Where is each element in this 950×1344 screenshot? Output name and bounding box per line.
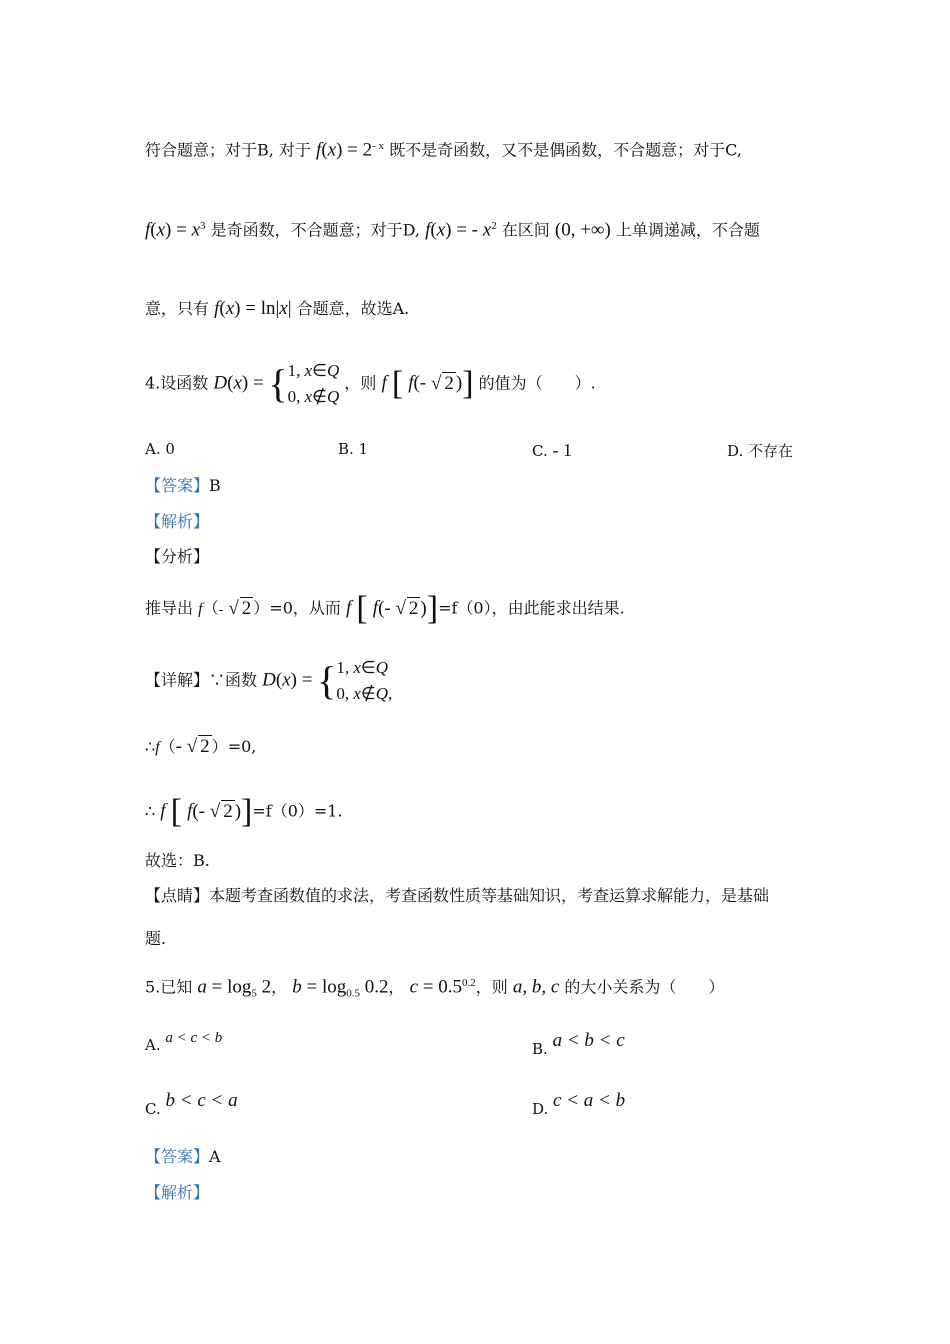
dianjing — [145, 885, 805, 907]
math-f-ln-abs-x: f — [214, 298, 220, 319]
text: =f（0）=1. — [252, 801, 343, 821]
conclusion: 故选：B. — [145, 851, 210, 870]
text: 上单调递减，不合题 — [615, 220, 760, 240]
question-number: 4.设函数 — [145, 373, 209, 393]
xiangjie: 【详解】∵函数 D(x) = {1, x∈Q 0, x∉Q, — [145, 658, 393, 703]
answer-value: B — [209, 476, 221, 495]
therefore-symbol: ∴ — [145, 801, 156, 821]
text: 推导出 — [145, 598, 194, 618]
q4-option-c: C. - 1 — [532, 440, 572, 460]
math-interval: (0, +∞) — [554, 219, 611, 241]
text: 的值为（ ）. — [478, 373, 596, 393]
q4-option-b: B. 1 — [338, 440, 369, 458]
q5-option-a: A. a < c < b — [145, 1030, 223, 1054]
text: 合题意，故选A. — [296, 299, 410, 318]
math-D-x: D — [213, 372, 228, 394]
dianjing-tag: 【点睛】 — [145, 886, 210, 905]
q5-option-c: C. b < c < a — [145, 1090, 238, 1118]
q5-jiexi — [145, 1182, 805, 1204]
text-line-2: $f(x) = x^3$ 是奇函数，不合题意；对于D, f(x) = - $x^2$ 在区间 (0, +∞) 上单调递减，不合题 — [145, 219, 760, 241]
text: =f（0），由此能求出结果. — [438, 598, 625, 618]
q5-option-d: D. c < a < b — [532, 1090, 626, 1118]
therefore-symbol: ∴ — [145, 737, 156, 756]
text: 符合题意；对于B, 对于 — [145, 140, 311, 160]
analysis-tag: 【解析】 — [145, 1183, 210, 1202]
q4-fenxi — [145, 546, 805, 568]
text: 的大小关系为（ ） — [564, 977, 725, 997]
q4-option-d: D. 不存在 — [727, 442, 794, 460]
fenxi-tag: 【分析】 — [145, 547, 210, 566]
text: 是奇函数，不合题意；对于D, — [210, 220, 420, 240]
text: =0, — [227, 737, 257, 756]
math-cases: 1, x∈Q 0, x∉Q — [287, 361, 340, 406]
text: 本题考查函数值的求法，考查函数性质等基础知识，考查运算求解能力，是基础 — [209, 886, 770, 905]
q5-answer — [145, 1146, 805, 1168]
therefore-1: ∴f（- √ 2 ）=0, — [145, 736, 257, 757]
text: 意，只有 — [145, 299, 210, 318]
q4-jiexi — [145, 511, 805, 533]
therefore-2: ∴ f [ f(- √ 2 )]=f（0）=1. — [145, 793, 343, 830]
question-number: 5.已知 — [145, 977, 193, 997]
q5-option-b: B. a < b < c — [532, 1030, 625, 1058]
q4-option-a: A. 0 — [145, 440, 175, 458]
fenxi-content: 推导出 f（- √ 2 ）=0，从而 f [ f(- √ 2 )]=f（0），由此能求出结果. — [145, 590, 625, 627]
text: 在区间 — [501, 220, 550, 240]
dianjing-2: 题. — [145, 929, 167, 948]
answer-tag: 【答案】 — [145, 1147, 210, 1166]
q4-answer — [145, 475, 805, 497]
analysis-tag: 【解析】 — [145, 512, 210, 531]
text-line-3: 意，只有 f(x) = ln|x| 合题意，故选A. — [145, 298, 410, 319]
detail-tag: 【详解】 — [145, 670, 210, 690]
text: =0，从而 — [269, 598, 341, 618]
text: ，则 — [344, 373, 377, 393]
answer-tag: 【答案】 — [145, 476, 210, 495]
math-f-x-cubed: f — [145, 219, 151, 241]
answer-value: A — [209, 1147, 221, 1166]
question-5: 5.已知 $a = \log_5 2$， $b = \log_{0.5} 0.2$， $c = 0.5^{0.2}$，则 a, b, c 的大小关系为（ ） — [145, 976, 725, 1000]
question-4: 4.设函数 D(x) = {1, x∈Q 0, x∉Q ，则 f [ f(- √ 2 )] 的值为（ ）. — [145, 358, 805, 410]
math-f-2-neg-x: f — [316, 139, 322, 161]
text: 既不是奇函数，又不是偶函数，不合题意；对于C, — [389, 140, 742, 160]
text: ∵函数 — [209, 670, 258, 690]
text-line-1: 符合题意；对于B, 对于 $f(x) = 2^{- x}$ 既不是奇函数，又不是偶函数，不合题意；对于C, — [145, 139, 742, 161]
